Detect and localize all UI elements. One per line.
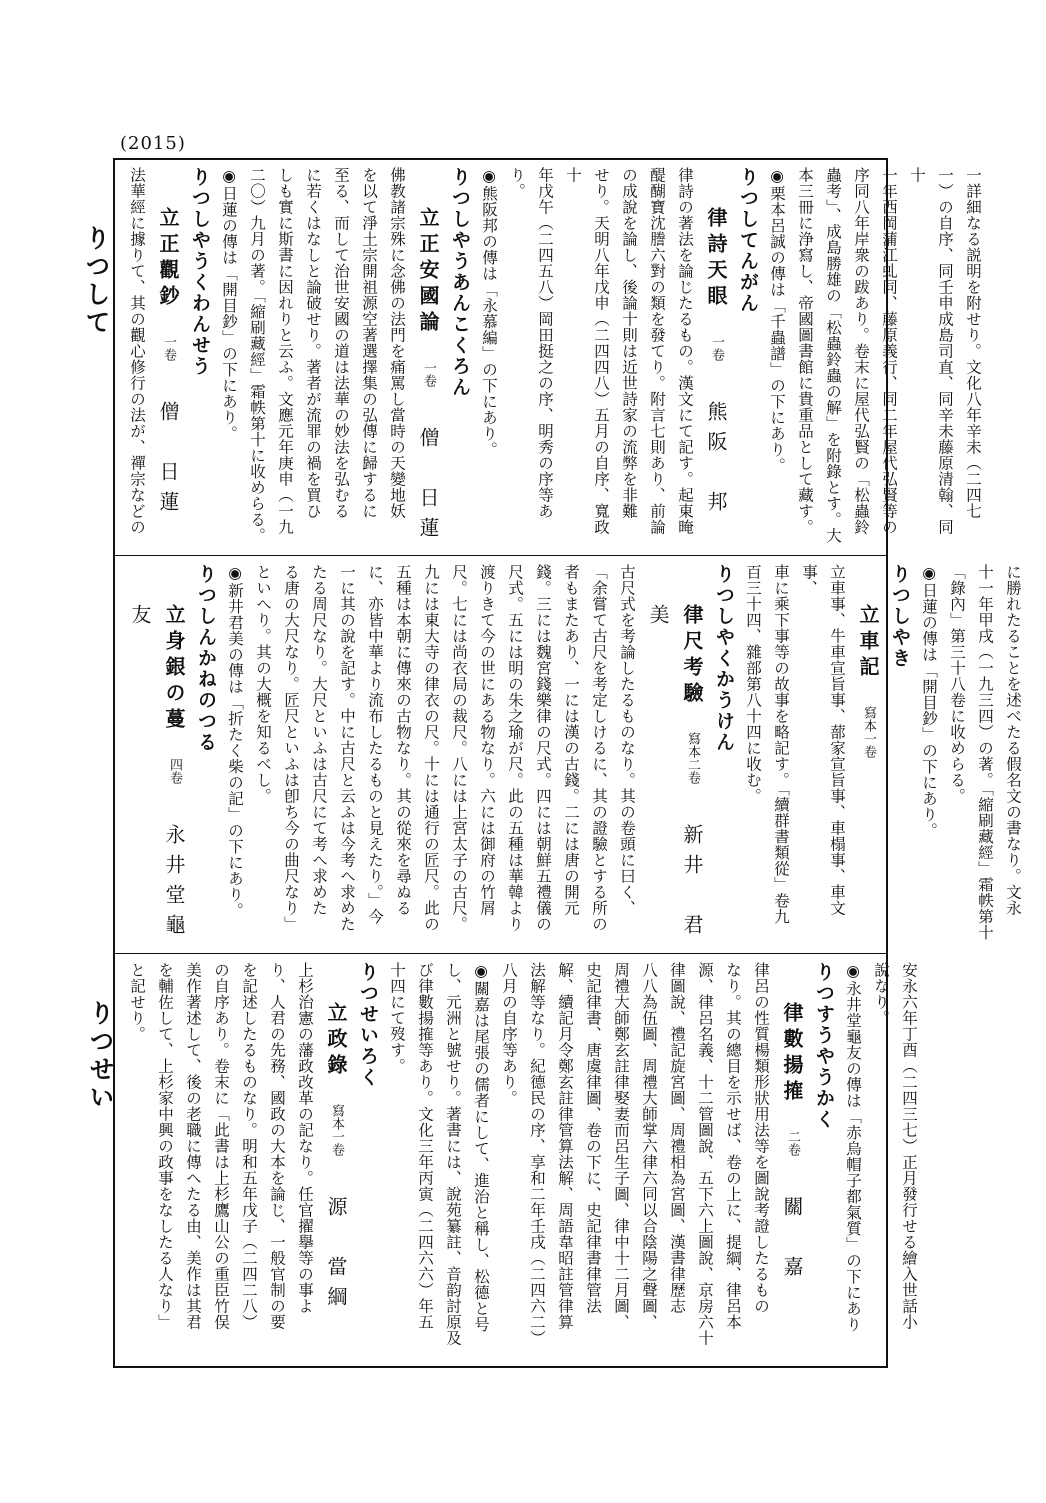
- entry-title: 律詩天眼: [704, 207, 728, 311]
- band-divider: [113, 953, 888, 954]
- text-column: ◉栗本呂誠の傳は「千蟲譜」の下にあり。: [768, 167, 786, 474]
- text-column: 「錄內」第三十八卷に收めらる。: [948, 564, 966, 804]
- text-column: 史記律書、唐虞律圖、卷の下に、史記律書律管法: [584, 962, 602, 1314]
- text-column: 八月の自序等あり。: [500, 962, 518, 1106]
- text-column: を以て淨土宗開祖源空著選擇集の弘傳に歸するに: [360, 167, 378, 519]
- entry-title: 律數揚搉: [780, 1002, 804, 1106]
- text-column: を輔佐して、上杉家中興の政事をなしたる人なり」: [156, 962, 174, 1330]
- band-columns: [115, 163, 995, 551]
- volume-count: 一卷: [421, 361, 436, 387]
- entry-reading-heading: りつせいろく: [357, 962, 379, 1088]
- entry-reading-heading: りつしやくかうけん: [713, 564, 735, 753]
- text-column: 美作著述して、後の老職に傳へたる由、美作は其君: [184, 962, 202, 1330]
- text-column: ◉日蓮の傳は「開目鈔」の下にあり。: [920, 564, 938, 839]
- text-column: 安永六年丁酉（二四三七）正月發行せる繪入世話小: [900, 962, 918, 1330]
- running-head-top: りつして: [82, 225, 111, 337]
- text-column: 九には東大寺の律衣の尺。十には通行の匠尺。此の: [422, 564, 440, 932]
- page-number: (2015): [120, 133, 186, 154]
- text-column: 錢。三には魏宮錢樂律の尺式。四には朝鮮五禮儀の: [534, 564, 552, 932]
- text-column: ◉熊阪邦の傳は「永慕編」の下にあり。: [480, 167, 498, 458]
- band-columns: [115, 560, 1035, 949]
- entry-title: 立正觀鈔: [156, 207, 180, 311]
- text-column: 渡りきて今の世にある物なり。六には御府の竹屑: [478, 564, 496, 916]
- entry-reading-heading: りつしやうあんこくろん: [449, 167, 471, 398]
- text-column: 蟲考」、成島勝雄の「松蟲鈴蟲の解」を附錄とす。大: [824, 167, 842, 544]
- text-column: 上杉治憲の藩政改革の記なり。任官擢擧等の事よ: [296, 962, 314, 1314]
- entry-title-line: [151, 167, 185, 547]
- entry-title-line: [699, 167, 733, 547]
- text-column: 至る、而して治世安國の道は法華の妙法を弘むる: [332, 167, 350, 519]
- author-name: 關 嘉: [780, 1196, 804, 1286]
- entry-band-middle: [115, 560, 1022, 949]
- band-divider: [113, 555, 888, 556]
- text-column: 說なり。: [872, 962, 890, 1026]
- text-column: 醍醐寶沈謄六對の類を發てり。附言七則あり、前論: [648, 167, 666, 535]
- author-name: 源 當綱: [324, 1196, 348, 1316]
- author-name: 僧 日蓮: [156, 401, 180, 521]
- volume-count: 一卷: [709, 335, 724, 361]
- text-column: 律呂の性質楊類形狀用法等を圖說考證したるもの: [752, 962, 770, 1314]
- text-column: 序同八年岸衆の跋あり。卷末に屋代弘賢の「松蟲鈴: [852, 167, 870, 535]
- entry-reading-heading: りつしやき: [889, 564, 911, 669]
- entry-title: 立正安國論: [416, 207, 440, 337]
- text-column: 一）の自序、同壬申成島司直、同辛未藤原清翰、同十: [908, 167, 954, 535]
- entry-title-line: [319, 962, 353, 1360]
- entry-title: 立身銀の蔓: [162, 604, 186, 734]
- band-columns: [115, 958, 931, 1364]
- text-column: ◉關嘉は尾張の儒者にして、進治と稱し、松德と号: [472, 962, 490, 1333]
- entry-title-line: [411, 167, 445, 547]
- text-column: 法解等なり。紀德民の序、享和二年壬戌（二四六二）: [528, 962, 546, 1346]
- text-column: に勝れたることを述べたる假名文の書なり。文永: [1004, 564, 1022, 916]
- entry-band-top: [115, 163, 982, 551]
- text-column: 尺。七には尚衣局の裁尺。八には上宮太子の古尺。: [450, 564, 468, 932]
- text-column: 一年西岡蒲江虬同、藤原義行、同二年屋代弘賢等の: [880, 167, 898, 535]
- text-column: 百三十四、雜部第八十四に收む。: [744, 564, 762, 804]
- text-column: 年戊午（二四五八）岡田挺之の序、明秀の序等あり。: [508, 167, 554, 519]
- entry-band-bottom: [115, 958, 918, 1364]
- entry-title-line: [123, 564, 191, 945]
- author-name: 永井堂龜友: [128, 604, 186, 944]
- author-name: 熊阪 邦: [704, 401, 728, 521]
- entry-reading-heading: りつすうやうかく: [813, 962, 835, 1130]
- text-column: 二〇）九月の著。「縮刷藏經」霜帙第十に收めらる。: [248, 167, 266, 544]
- text-column: たる周尺なり。大尺といふは古尺にて考へ求めた: [310, 564, 328, 916]
- text-column: に、亦皆中華より流布したるものと見えたり。」今: [366, 564, 384, 925]
- text-column: の自序あり。卷末に「此書は上杉鷹山公の重臣竹俣: [212, 962, 230, 1330]
- text-column: び律數揚搉等あり。文化三年丙寅（二四六六）年五: [416, 962, 434, 1330]
- author-name: 新井 君美: [646, 604, 704, 944]
- text-column: 解、續記月令鄭玄註律管算法解、周語韋昭註管律算: [556, 962, 574, 1330]
- text-column: ◉日蓮の傳は「開目鈔」の下にあり。: [220, 167, 238, 442]
- volume-count: 寫本二卷: [685, 732, 700, 784]
- volume-count: 一卷: [161, 335, 176, 361]
- text-column: 法華經に據りて、其の觀心修行の法が、禪宗などの: [128, 167, 146, 535]
- text-column: 律詩の著法を論じたるもの。漢文にて記す。起東晻: [676, 167, 694, 535]
- text-column: 源、律呂名義、十二管圖說、五下六上圖說、京房六十: [696, 962, 714, 1346]
- text-column: 周禮大師鄭玄註律娶妻而呂生子圖、律中十二月圖、: [612, 962, 630, 1330]
- text-column: 律圖說、禮記旋宮圖、周禮相為宮圖、漢書律歷志: [668, 962, 686, 1314]
- text-column: 「余嘗て古尺を考定しけるに、其の證驗とする所の: [590, 564, 608, 932]
- volume-count: 寫本一卷: [329, 1104, 344, 1156]
- text-column: し、元洲と號せり。著書には、說苑纂註、音韵討原及: [444, 962, 462, 1346]
- text-column: しも實に斯書に因れりと云ふ。文應元年庚申（一九: [276, 167, 294, 535]
- entry-title: 律尺考驗: [680, 604, 704, 708]
- entry-title-line: [851, 564, 885, 945]
- text-column: を記述したるものなり。明和五年戊子（二四二八）: [240, 962, 258, 1330]
- volume-count: 寫本一卷: [861, 706, 876, 758]
- text-column: と記せり。: [128, 962, 146, 1042]
- running-head-bottom: りつせい: [86, 1000, 115, 1112]
- entry-title: 立政錄: [324, 1002, 348, 1080]
- text-column: 車に乘下事等の故事を略記す。「續群書類從」卷九: [772, 564, 790, 925]
- text-column: ◉永井堂龜友の傳は「赤烏帽子都氣質」の下にあり: [844, 962, 862, 1333]
- text-column: 立車事、牛車宣旨事、蔀家宣旨事、車榻事、車文事、: [800, 564, 846, 916]
- text-column: る唐の大尺なり。匠尺といふは卽ち今の曲尺なり」: [282, 564, 300, 932]
- text-column: 尺式。五には明の朱之瑜が尺。此の五種は華韓より: [506, 564, 524, 932]
- text-column: ◉新井君美の傳は「折たく柴の記」の下にあり。: [226, 564, 244, 919]
- text-column: 八八為伍圖、周禮大師掌六律六同以合陰陽之聲圖、: [640, 962, 658, 1330]
- text-column: の成說を論し、後論十則は近世詩家の流弊を非難: [620, 167, 638, 519]
- text-column: 一に其の說を記す。中に古尺と云ふは今考へ求めた: [338, 564, 356, 932]
- text-column: 古尺式を考論したるものなり。其の卷頭に曰く、: [618, 564, 636, 916]
- entry-reading-heading: りつしやうくわんせう: [189, 167, 211, 377]
- volume-count: 四卷: [167, 758, 182, 784]
- text-column: 一詳細なる説明を附せり。文化八年辛未（二四七: [964, 167, 982, 519]
- text-column: せり。天明八年戊申（二四四八）五月の自序、寬政十: [564, 167, 610, 535]
- author-name: 僧 日蓮: [416, 427, 440, 547]
- text-column: 五種は本朝に傳來の古物なり。其の從來を尋ぬる: [394, 564, 412, 916]
- text-column: 十四にて歿す。: [388, 962, 406, 1074]
- volume-count: 二卷: [785, 1130, 800, 1156]
- entry-title-line: [641, 564, 709, 945]
- entry-title-line: [775, 962, 809, 1360]
- entry-reading-heading: りつしてんがん: [737, 167, 759, 314]
- entry-title: 立車記: [856, 604, 880, 682]
- text-column: といへり。其の大概を知るべし。: [254, 564, 272, 804]
- text-column: り、人君の先務、國政の大本を論じ、一般官制の要: [268, 962, 286, 1330]
- text-column: に若くはなしと論破せり。著者が流罪の禍を買ひ: [304, 167, 322, 519]
- entry-reading-heading: りつしんかねのつる: [195, 564, 217, 753]
- text-column: 十一年甲戌（一九三四）の著。「縮刷藏經」霜帙第十: [976, 564, 994, 941]
- text-column: 者もまたあり、一には漢の古錢。二には唐の開元: [562, 564, 580, 916]
- text-column: なり。其の總目を示せば、卷の上に、提綱、律呂本: [724, 962, 742, 1330]
- text-column: 佛教諸宗殊に念佛の法門を痛罵し當時の天變地妖: [388, 167, 406, 519]
- text-column: 本三冊に浄寫し、帝國圖書館に貴重品として藏す。: [796, 167, 814, 535]
